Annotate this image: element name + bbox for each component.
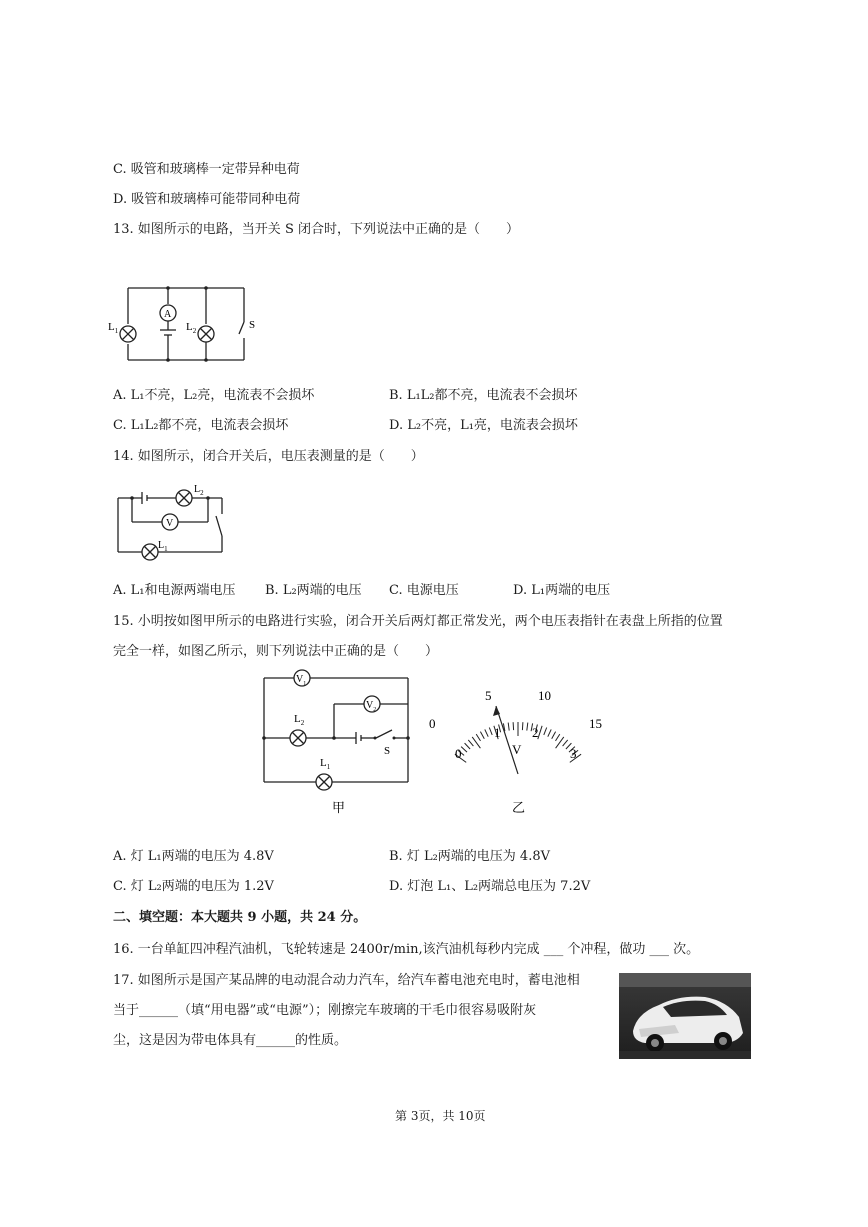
dial-tick-mark [485,729,488,736]
page-footer: 第 3页，共 10页 [395,1109,486,1123]
dial-inner-tick-2: 2 [532,725,539,740]
q17-line2: 当于______（填“用电器”或“电源”）；刚擦完车玻璃的干毛巾很容易吸附灰 [113,1003,537,1018]
dial-outer-tick-0: 0 [429,716,436,731]
q13-ammeter-label: A [164,309,172,320]
dial-tick-mark [476,734,480,741]
q14-option-a: A. L₁和电源两端电压 [113,583,236,598]
q13-l2-label: $L_2$ [186,321,197,335]
dial-tick-mark [480,732,484,739]
q14-option-d: D. L₁两端的电压 [513,583,611,598]
q15-stem-line2: 完全一样，如图乙所示，则下列说法中正确的是（ ） [113,644,439,659]
dial-needle [496,706,518,774]
dial-inner-tick-0: 0 [455,746,462,761]
q14-option-b: B. L₂两端的电压 [265,583,362,598]
q13-option-a: A. L₁不亮，L₂亮，电流表不会损坏 [113,388,315,403]
dial-unit-v: V [512,742,522,757]
q15-caption-yi: 乙 [512,800,526,815]
dial-outer-tick-10: 10 [538,688,551,703]
q15-l1-label: $L_1$ [320,757,331,771]
q17-line1: 17. 如图所示是国产某品牌的电动混合动力汽车，给汽车蓄电池充电时，蓄电池相 [113,973,580,988]
dial-tick-mark [527,723,528,731]
q13-option-c: C. L₁L₂都不亮，电流表会损坏 [113,418,289,433]
dial-tick-mark [489,728,492,735]
dial-tick-mark [548,729,551,736]
q15-option-b: B. 灯 L₂两端的电压为 4.8V [389,849,550,864]
q14-voltmeter-label: V [166,518,174,529]
dial-outer-tick-5: 5 [485,688,492,703]
q14-option-c: C. 电源电压 [389,583,459,598]
q13-switch-label: S [249,319,256,331]
dial-tick-mark [563,740,568,746]
q15-option-c: C. 灯 L₂两端的电压为 1.2V [113,879,274,894]
dial-tick-mark [522,722,523,730]
q16-stem: 16. 一台单缸四冲程汽油机，飞轮转速是 2400r/min,该汽油机每秒内完成 ___ 个冲程，做功 ___ 次。 [113,942,700,957]
q15-option-a: A. 灯 L₁两端的电压为 4.8V [113,849,274,864]
q15-caption-jia: 甲 [332,800,346,815]
dial-tick-mark [513,722,514,730]
dial-tick-mark [556,734,560,741]
q17-line3: 尘，这是因为带电体具有______的性质。 [113,1033,348,1048]
dial-tick-mark [544,728,547,735]
q15-option-d: D. 灯泡 L₁、L₂两端总电压为 7.2V [389,879,591,894]
q13-l1-label: $L_1$ [108,321,119,335]
q14-l1-label: $L_1$ [158,540,168,553]
q14-l2-label: $L_2$ [194,484,204,497]
q13-option-d: D. L₂不亮，L₁亮，电流表会损坏 [389,418,578,433]
dial-outer-tick-15: 15 [589,716,602,731]
q12-option-d: D. 吸管和玻璃棒可能带同种电荷 [113,192,301,207]
q15-voltmeter-dial-yi [426,680,616,820]
dial-tick-mark [465,743,471,749]
q15-l2-label: $L_2$ [294,713,305,727]
q15-v2-label: $V_2$ [366,700,377,713]
q14-circuit-diagram [112,478,242,564]
dial-inner-tick-1: 1 [494,725,501,740]
dial-tick-mark [508,723,509,731]
section-heading-fill-in: 二、填空题：本大题共 9 小题，共 24 分。 [113,910,367,925]
q14-stem: 14. 如图所示，闭合开关后，电压表测量的是（ ） [113,449,424,464]
q13-stem: 13. 如图所示的电路，当开关 S 闭合时，下列说法中正确的是（ ） [113,222,519,237]
q15-switch-label: S [384,745,391,757]
dial-tick-mark [468,740,473,746]
q15-v1-label: $V_1$ [296,674,307,687]
dial-tick-mark [552,732,556,739]
dial-inner-tick-3: 3 [570,746,577,761]
q15-stem-line1: 15. 小明按如图甲所示的电路进行实验，闭合开关后两灯都正常发光，两个电压表指针在表盘上所指的位置 [113,614,723,629]
q12-option-c: C. 吸管和玻璃棒一定带异种电荷 [113,162,300,177]
q13-option-b: B. L₁L₂都不亮，电流表不会损坏 [389,388,578,403]
dial-tick-mark [461,747,467,753]
q13-circuit-diagram [108,278,268,368]
car-photo [619,973,751,1059]
q15-circuit-jia [258,664,418,816]
